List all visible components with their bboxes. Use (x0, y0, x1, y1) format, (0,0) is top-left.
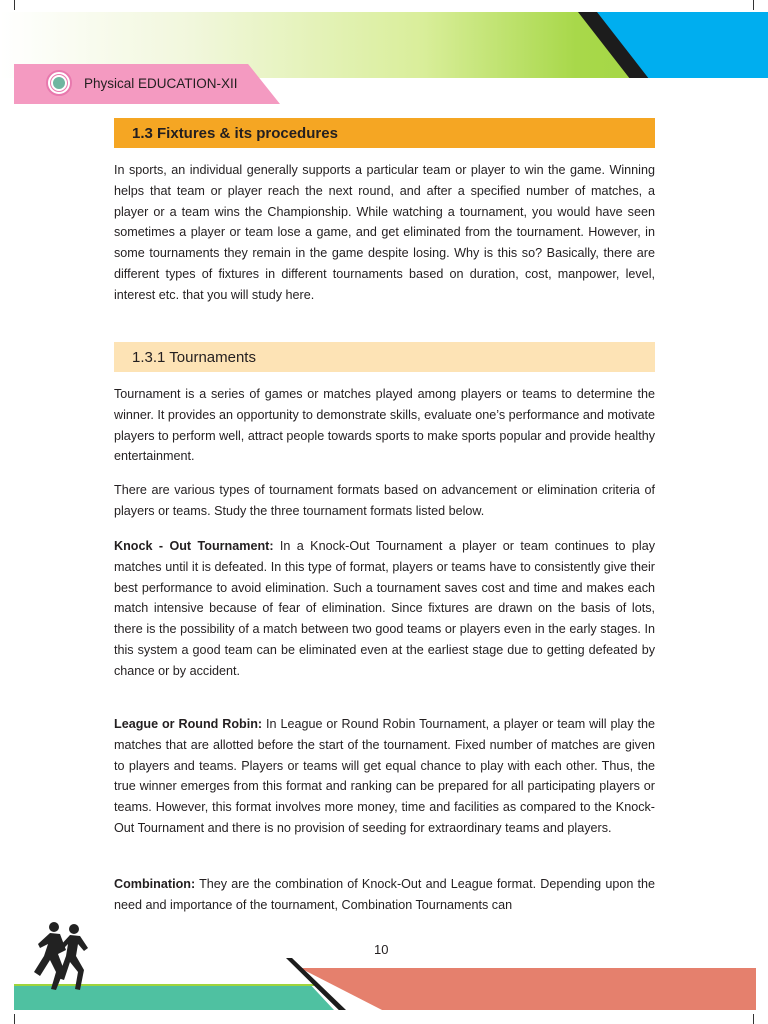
book-title: Physical EDUCATION-XII (84, 76, 238, 91)
page-number: 10 (374, 942, 389, 957)
league-term: League or Round Robin: (114, 717, 263, 731)
combination-text: They are the combination of Knock-Out and League format. Depending upon the need and importance of the tournament, Combination Tournaments can (114, 877, 655, 912)
crop-mark (14, 1014, 15, 1024)
knockout-text: In a Knock-Out Tournament a player or team continues to play matches until it is defeated. In this type of format, players or teams have to consistently give their best performance to avoid elimination. Such a tournament saves cost and time and makes each match intensive because of fear of elimination. Since fixtures are drawn on the basis of lots, there is the possibility of a match between two good teams or players even in the early stages. In this system a good team can be eliminated even at the earliest stage due to getting defeated by chance or by accident. (114, 539, 655, 678)
knockout-term: Knock - Out Tournament: (114, 539, 274, 553)
cbse-logo-icon (46, 70, 72, 96)
subsection-heading (114, 342, 655, 372)
league-paragraph (114, 714, 655, 839)
section-intro-paragraph: In sports, an individual generally supports a particular team or player to win the game. Winning helps that team or player reach the next round, and after a specified number of matches, a player or a team wins the Championship. While watching a tournament, you would have seen sometimes a player or team lose a game, and get eliminated from the tournament. However, in some tournaments they remain in the game despite losing. Why is this so? Basically, there are different types of fixtures in different tournaments based on duration, cost, manpower, level, interest etc. that you will study here. (114, 163, 655, 302)
tournament-formats-paragraph: There are various types of tournament formats based on advancement or elimination criteria of players or teams. Study the three tournament formats listed below. (114, 483, 655, 518)
crop-mark (753, 0, 754, 10)
subsection-heading-text: 1.3.1 Tournaments (132, 348, 256, 366)
combination-term: Combination: (114, 877, 196, 891)
section-heading-text: 1.3 Fixtures & its procedures (132, 124, 338, 142)
runners-icon (30, 920, 92, 992)
crop-mark (753, 1014, 754, 1024)
league-text: In League or Round Robin Tournament, a player or team will play the matches that are allotted before the start of the tournament. Fixed number of matches are given to players and teams. Players or teams will get equal chance to play with each other. Thus, the true winner emerges from this format and ranking can be prepared for all participating players or teams. However, this format involves more money, time and facilities as compared to the Knock-Out Tournament and there is no provision of seeding for extraordinary teams and players. (114, 717, 655, 835)
section-heading (114, 118, 655, 148)
knockout-paragraph (114, 536, 655, 682)
footer-salmon-band (300, 968, 756, 1010)
tournament-definition-paragraph: Tournament is a series of games or matches played among players or teams to determine the winner. It provides an opportunity to demonstrate skills, evaluate one’s performance and motivate players to perform well, attract people towards sports to make sports popular and provide healthy entertainment. (114, 387, 655, 464)
combination-paragraph (114, 874, 655, 916)
crop-mark (14, 0, 15, 10)
